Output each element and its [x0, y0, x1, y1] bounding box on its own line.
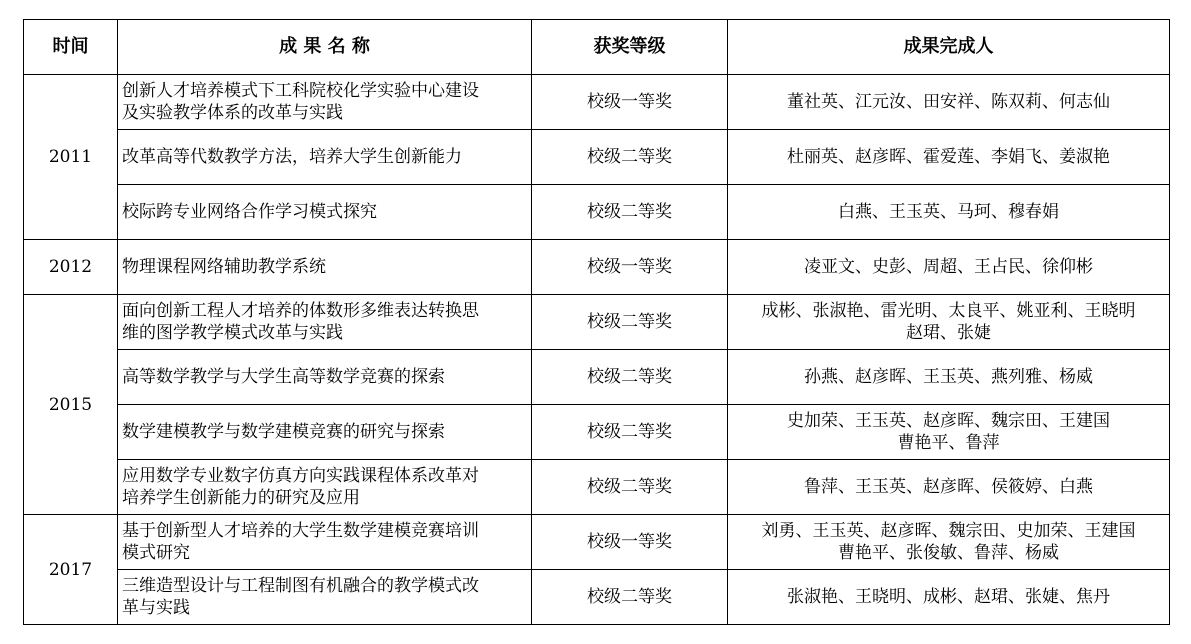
title-cell-line: 基于创新型人才培养的大学生数学建模竞赛培训 — [122, 521, 479, 541]
title-cell-line: 校际跨专业网络合作学习模式探究 — [122, 202, 377, 222]
title-cell-line: 创新人才培养模式下工科院校化学实验中心建设 — [122, 81, 479, 101]
year-cell: 2015 — [24, 295, 118, 515]
table-row — [24, 130, 1170, 185]
people-cell-line: 成彬、张淑艳、雷光明、太良平、姚亚利、王晓明 — [761, 301, 1136, 321]
people-cell-line: 史加荣、王玉英、赵彦晖、魏宗田、王建国 — [787, 411, 1110, 431]
table-row — [24, 75, 1170, 130]
people-cell-line: 曹艳平、鲁萍 — [897, 433, 1000, 453]
year-cell: 2012 — [24, 240, 118, 295]
people-cell — [728, 405, 1170, 460]
level-cell: 校级二等奖 — [532, 130, 728, 185]
awards-table — [23, 19, 1170, 625]
people-cell-line: 赵珺、张婕 — [906, 323, 991, 343]
year-cell: 2011 — [24, 75, 118, 240]
title-cell-line: 面向创新工程人才培养的体数形多维表达转换思 — [122, 301, 479, 321]
people-cell — [728, 185, 1170, 240]
table-body — [24, 75, 1170, 625]
year-cell: 2017 — [24, 515, 118, 625]
level-cell: 校级一等奖 — [532, 75, 728, 130]
people-cell-line: 凌亚文、史彭、周超、王占民、徐仰彬 — [804, 257, 1093, 277]
people-cell-line: 曹艳平、张俊敏、鲁萍、杨威 — [838, 543, 1059, 563]
table-row — [24, 240, 1170, 295]
title-cell — [118, 295, 532, 350]
title-cell — [118, 350, 532, 405]
level-cell: 校级二等奖 — [532, 570, 728, 625]
people-cell-line: 鲁萍、王玉英、赵彦晖、侯筱婷、白燕 — [804, 477, 1093, 497]
people-cell-line: 杜丽英、赵彦晖、霍爱莲、李娟飞、姜淑艳 — [787, 147, 1110, 167]
people-cell — [728, 295, 1170, 350]
header-row — [24, 20, 1170, 75]
title-cell — [118, 240, 532, 295]
title-cell-line: 应用数学专业数字仿真方向实践课程体系改革对 — [122, 466, 479, 486]
title-cell-line: 高等数学教学与大学生高等数学竞赛的探索 — [122, 367, 445, 387]
title-cell-line: 及实验教学体系的改革与实践 — [122, 103, 343, 123]
people-cell — [728, 570, 1170, 625]
title-cell — [118, 460, 532, 515]
people-cell — [728, 130, 1170, 185]
title-cell — [118, 130, 532, 185]
table-row — [24, 515, 1170, 570]
header-level: 获奖等级 — [532, 20, 728, 75]
table-header — [24, 20, 1170, 75]
title-cell — [118, 570, 532, 625]
title-cell-line: 培养学生创新能力的研究及应用 — [122, 488, 360, 508]
people-cell — [728, 350, 1170, 405]
level-cell: 校级一等奖 — [532, 515, 728, 570]
level-cell: 校级二等奖 — [532, 405, 728, 460]
title-cell-line: 改革高等代数教学方法，培养大学生创新能力 — [122, 147, 462, 167]
table-row — [24, 570, 1170, 625]
people-cell — [728, 460, 1170, 515]
people-cell — [728, 515, 1170, 570]
title-cell-line: 革与实践 — [122, 598, 190, 618]
title-cell — [118, 75, 532, 130]
level-cell: 校级二等奖 — [532, 350, 728, 405]
title-cell-line: 三维造型设计与工程制图有机融合的教学模式改 — [122, 576, 479, 596]
title-cell — [118, 185, 532, 240]
header-people: 成果完成人 — [728, 20, 1170, 75]
title-cell-line: 模式研究 — [122, 543, 190, 563]
title-cell-line: 维的图学教学模式改革与实践 — [122, 323, 343, 343]
title-cell-line: 物理课程网络辅助教学系统 — [122, 257, 326, 277]
people-cell-line: 刘勇、王玉英、赵彦晖、魏宗田、史加荣、王建国 — [761, 521, 1136, 541]
people-cell-line: 董社英、江元汝、田安祥、陈双莉、何志仙 — [787, 92, 1110, 112]
table-row — [24, 460, 1170, 515]
level-cell: 校级二等奖 — [532, 295, 728, 350]
table-row — [24, 350, 1170, 405]
title-cell — [118, 515, 532, 570]
level-cell: 校级二等奖 — [532, 460, 728, 515]
level-cell: 校级二等奖 — [532, 185, 728, 240]
people-cell — [728, 240, 1170, 295]
title-cell — [118, 405, 532, 460]
level-cell: 校级一等奖 — [532, 240, 728, 295]
table-row — [24, 185, 1170, 240]
title-cell-line: 数学建模教学与数学建模竞赛的研究与探索 — [122, 422, 445, 442]
people-cell-line: 白燕、王玉英、马珂、穆春娟 — [838, 202, 1059, 222]
table-row — [24, 295, 1170, 350]
table-row — [24, 405, 1170, 460]
header-year: 时间 — [24, 20, 118, 75]
people-cell-line: 张淑艳、王晓明、成彬、赵珺、张婕、焦丹 — [787, 587, 1110, 607]
people-cell-line: 孙燕、赵彦晖、王玉英、燕列雅、杨威 — [804, 367, 1093, 387]
header-title: 成 果 名 称 — [118, 20, 532, 75]
people-cell — [728, 75, 1170, 130]
